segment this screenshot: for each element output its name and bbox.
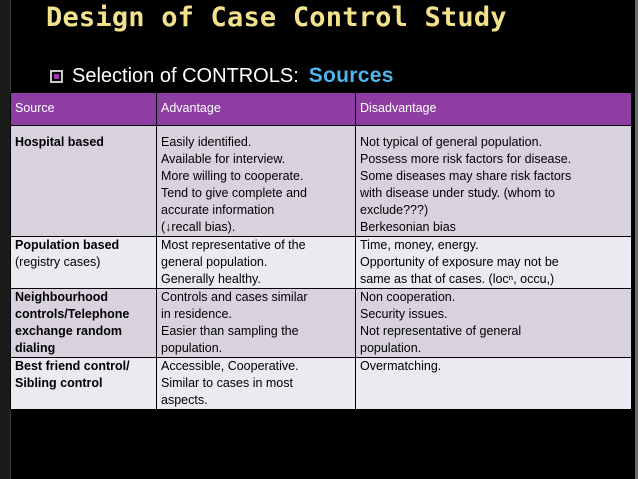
cell-line: Berkesonian bias [360,220,456,234]
table-header-row [11,93,632,126]
cell-line: Similar to cases in most [161,376,293,390]
cell-line: Easier than sampling the [161,324,299,338]
sources-table [10,92,632,410]
table-row [11,237,632,289]
cell-line: Security issues. [360,307,448,321]
cell-line: Available for interview. [161,152,286,166]
cell-line: Possess more risk factors for disease. [360,152,572,166]
cell-line: Controls and cases similar [161,290,308,304]
cell-advantage [157,358,356,410]
cell-line: Tend to give complete and [161,186,307,200]
bullet-highlight: Sources [308,64,394,87]
bullet-line [50,62,394,90]
cell-line: Time, money, energy. [360,238,479,252]
cell-line: Overmatching. [360,359,442,373]
cell-line: Opportunity of exposure may not be [360,255,559,269]
header-advantage: Advantage [157,93,356,126]
cell-source [11,126,157,237]
cell-disadvantage [356,358,632,410]
cell-advantage [157,237,356,289]
table-row [11,289,632,358]
table-row [11,126,632,237]
cell-disadvantage [356,126,632,237]
cell-line: Most representative of the [161,238,306,252]
cell-disadvantage [356,237,632,289]
cell-line: Not representative of general [360,324,522,338]
cell-line: Non cooperation. [360,290,456,304]
cell-advantage [157,126,356,237]
cell-line: accurate information [161,203,275,217]
cell-line: exclude???) [360,203,429,217]
cell-line: Neighbourhood [15,290,109,304]
cell-line: Hospital based [15,135,104,149]
square-bullet-icon [50,70,63,83]
cell-line: in residence. [161,307,232,321]
cell-line: Some diseases may share risk factors [360,169,572,183]
bullet-text: Selection of CONTROLS: [72,64,299,87]
cell-line: exchange random [15,324,122,338]
cell-line: population. [360,341,422,355]
cell-source [11,358,157,410]
cell-line: Accessible, Cooperative. [161,359,299,373]
cell-line: aspects. [161,393,208,407]
cell-line: dialing [15,341,56,355]
cell-line: same as that of cases. (locⁿ, occu,) [360,272,555,286]
cell-line: Population based [15,238,120,252]
cell-line: with disease under study. (whom to [360,186,556,200]
cell-source [11,289,157,358]
header-disadvantage: Disadvantage [356,93,632,126]
cell-line: population. [161,341,223,355]
cell-line: Not typical of general population. [360,135,543,149]
table-row [11,358,632,410]
cell-line: controls/Telephone [15,307,130,321]
slide-title: Design of Case Control Study [46,2,507,33]
cell-line: Sibling control [15,376,103,390]
cell-disadvantage [356,289,632,358]
cell-line: (↓recall bias). [161,220,236,234]
source-note: (registry cases) [15,255,101,269]
cell-line: Best friend control/ [15,359,130,373]
cell-line: More willing to cooperate. [161,169,304,183]
cell-source [11,237,157,289]
cell-line: Easily identified. [161,135,252,149]
cell-advantage [157,289,356,358]
cell-line: Generally healthy. [161,272,261,286]
cell-line: general population. [161,255,268,269]
header-source: Source [11,93,157,126]
